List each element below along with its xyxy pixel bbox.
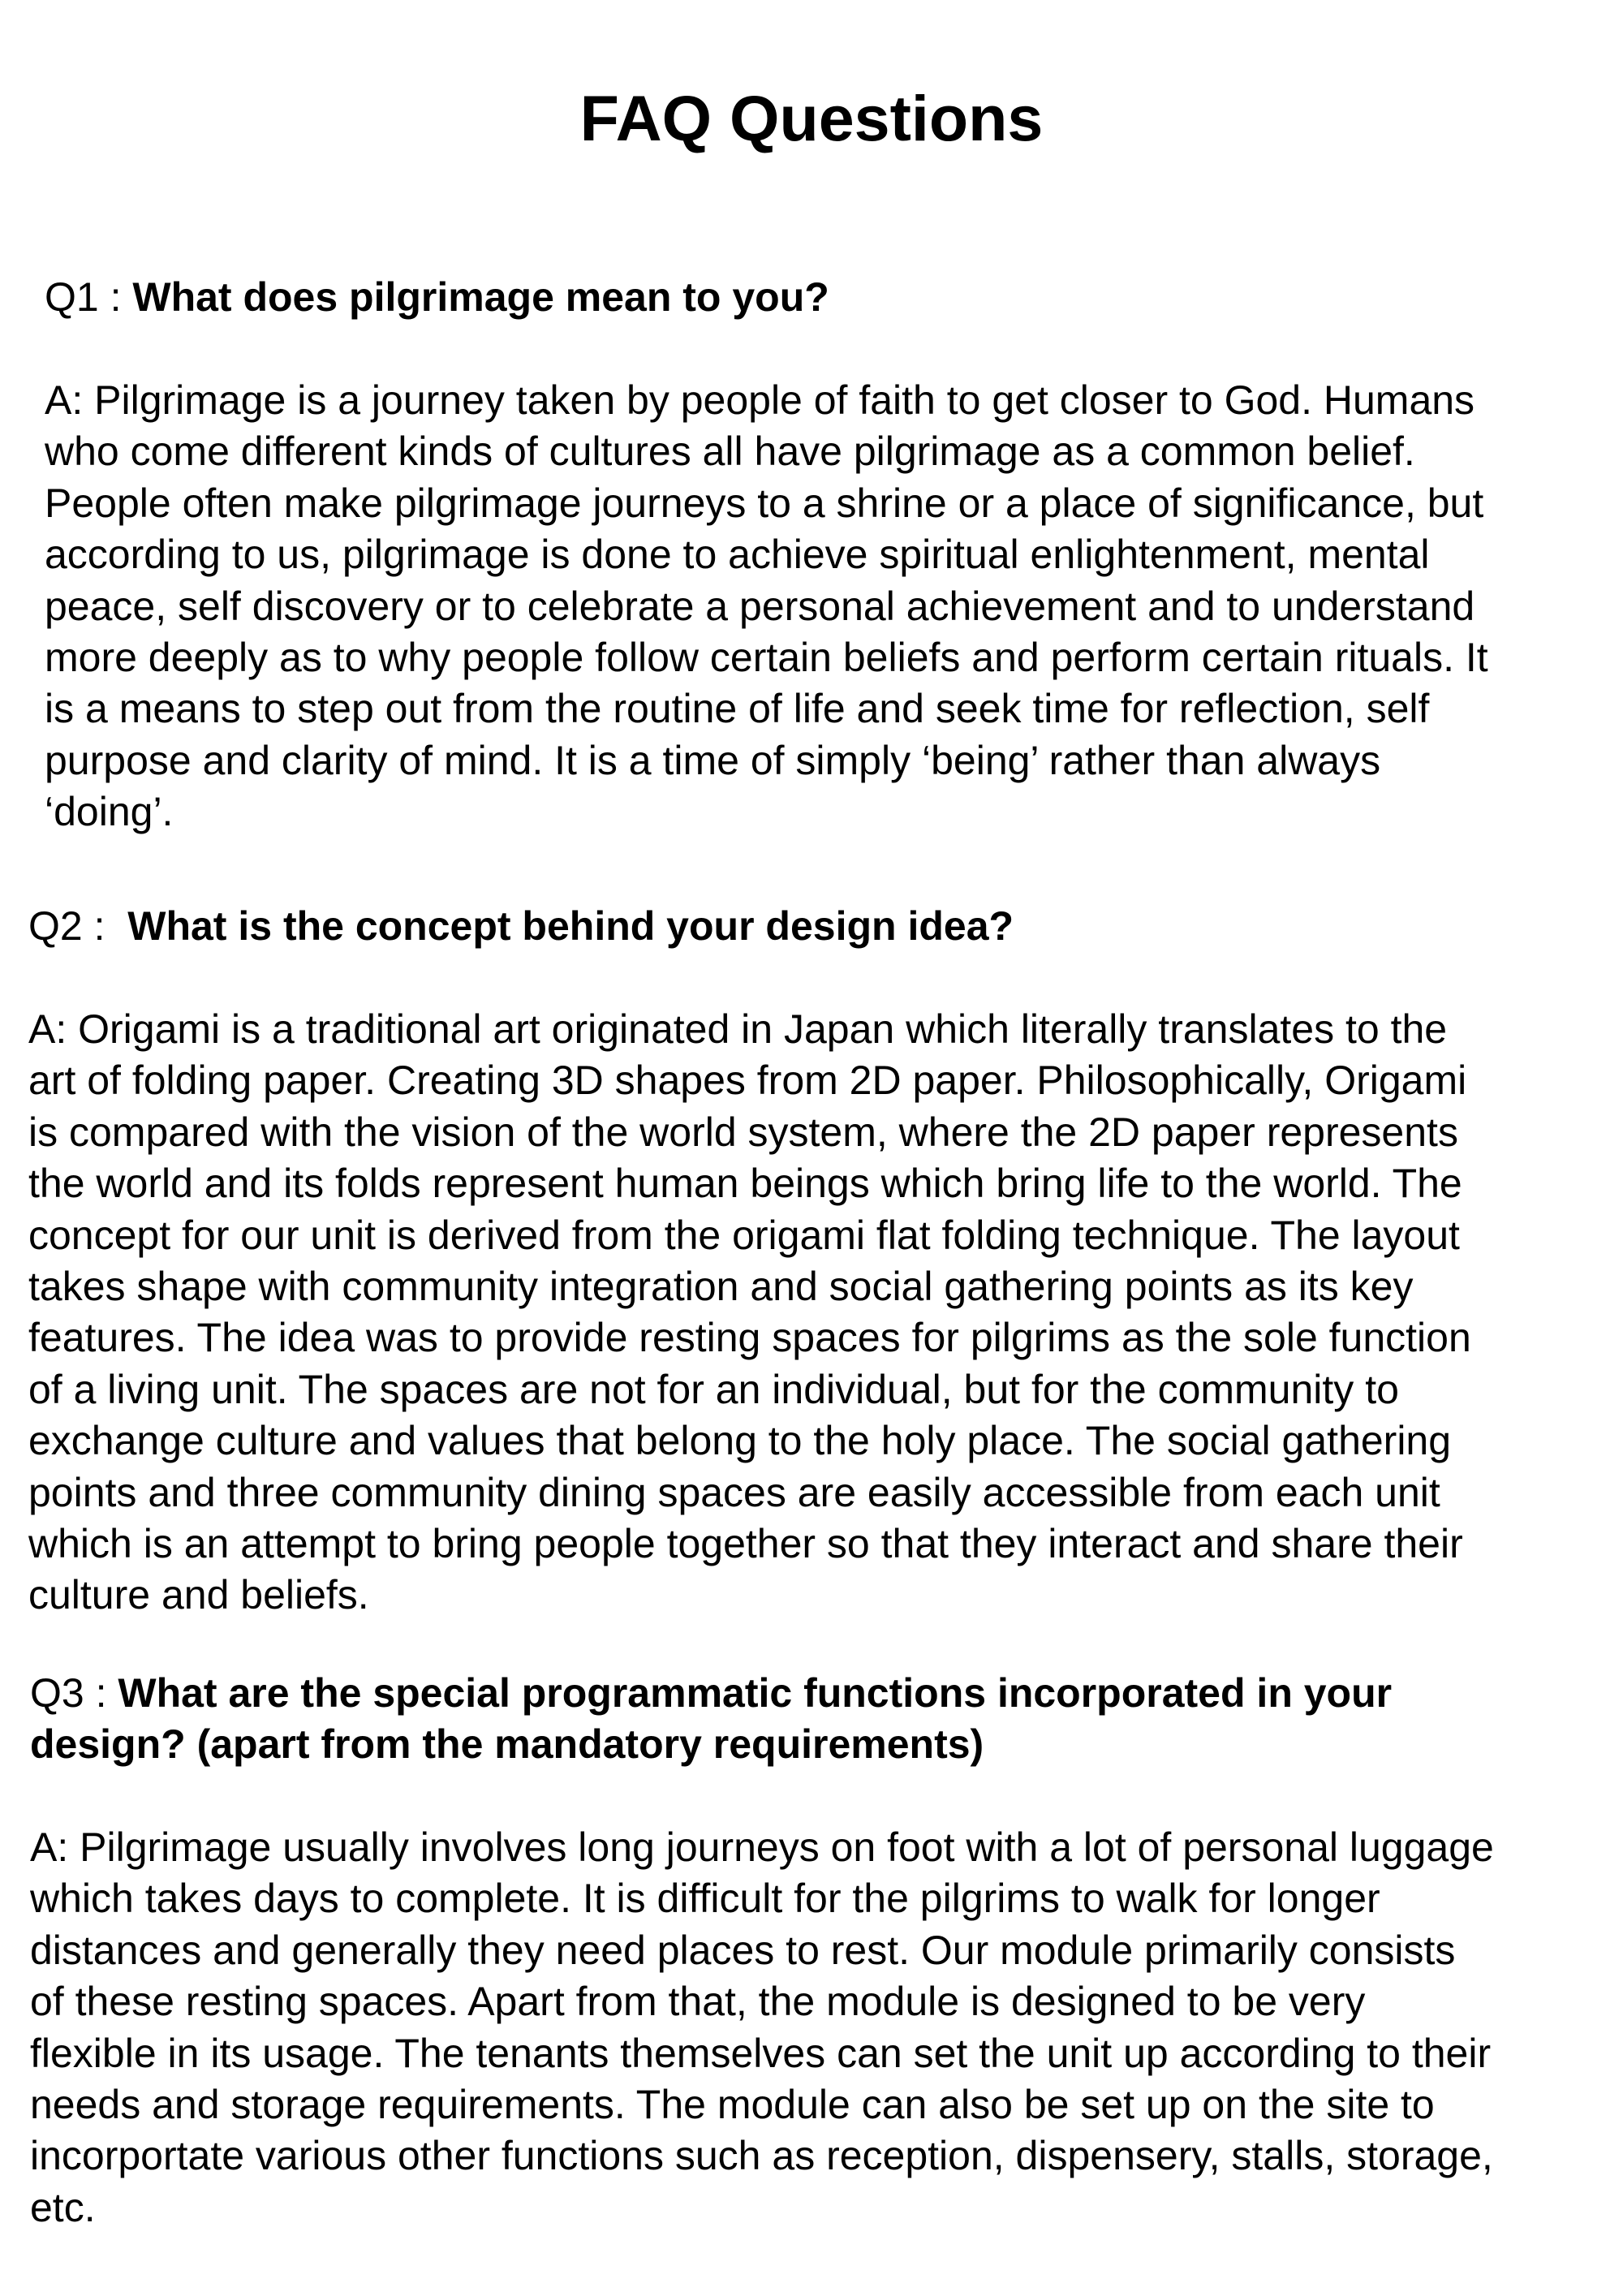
answer-line: who come different kinds of cultures all have pilgrimage as a common belief. [45,429,1415,475]
answer-line: culture and beliefs. [28,1572,369,1618]
answer-line: concept for our unit is derived from the origami flat folding technique. The layout [28,1212,1460,1258]
question-label: Q2 : [28,903,128,949]
answer-line: incorportate various other functions such as reception, dispensery, stalls, storage, [30,2133,1493,2179]
faq-answer-1 [45,375,1488,838]
answer-line: A: Origami is a traditional art originated in Japan which literally translates to the [28,1006,1448,1052]
question-label: Q3 : [30,1670,118,1716]
faq-answer-3 [30,1822,1494,2234]
answer-line: A: Pilgrimage usually involves long journeys on foot with a lot of personal luggage [30,1824,1494,1870]
answer-line: is a means to step out from the routine of life and seek time for reflection, self [45,686,1430,732]
answer-line: exchange culture and values that belong to the holy place. The social gathering [28,1418,1452,1464]
answer-line: art of folding paper. Creating 3D shapes from 2D paper. Philosophically, Origami [28,1058,1467,1104]
question-text: What does pilgrimage mean to you? [132,274,829,320]
answer-line: of these resting spaces. Apart from that, the module is designed to be very [30,1979,1366,2025]
faq-question-1 [45,272,829,323]
answer-line: etc. [30,2184,96,2230]
answer-line: which is an attempt to bring people together so that they interact and share their [28,1521,1463,1567]
faq-question-3 [30,1668,1392,1770]
answer-line: the world and its folds represent human beings which bring life to the world. The [28,1161,1462,1207]
answer-line: features. The idea was to provide resting spaces for pilgrims as the sole function [28,1315,1471,1361]
answer-line: distances and generally they need places to rest. Our module primarily consists [30,1927,1456,1973]
answer-line: peace, self discovery or to celebrate a personal achievement and to understand [45,583,1475,629]
answer-line: takes shape with community integration and social gathering points as its key [28,1264,1414,1310]
question-line [30,1668,1392,1719]
question-text: What are the special programmatic functions incorporated in your [118,1670,1393,1716]
answer-line: A: Pilgrimage is a journey taken by people of faith to get closer to God. Humans [45,377,1475,423]
answer-line: more deeply as to why people follow certain beliefs and perform certain rituals. It [45,635,1488,681]
answer-line: of a living unit. The spaces are not for an individual, but for the community to [28,1366,1399,1412]
question-text: What is the concept behind your design idea? [127,903,1014,949]
answer-line: which takes days to complete. It is difficult for the pilgrims to walk for longer [30,1876,1380,1922]
answer-line: needs and storage requirements. The module can also be set up on the site to [30,2082,1435,2128]
answer-line: points and three community dining spaces are easily accessible from each unit [28,1469,1440,1515]
answer-line: People often make pilgrimage journeys to a shrine or a place of significance, but [45,480,1484,526]
answer-line: ‘doing’. [45,789,174,835]
answer-line: is compared with the vision of the world system, where the 2D paper represents [28,1109,1458,1155]
question-label: Q1 : [45,274,133,320]
answer-line: flexible in its usage. The tenants themselves can set the unit up according to their [30,2030,1492,2076]
faq-question-2 [28,901,1014,952]
answer-line: according to us, pilgrimage is done to achieve spiritual enlightenment, mental [45,532,1430,578]
page-title: FAQ Questions [579,82,1044,154]
faq-answer-2 [28,1004,1471,1622]
question-text: design? (apart from the mandatory requirements) [30,1721,984,1767]
answer-line: purpose and clarity of mind. It is a time of simply ‘being’ rather than always [45,737,1381,783]
